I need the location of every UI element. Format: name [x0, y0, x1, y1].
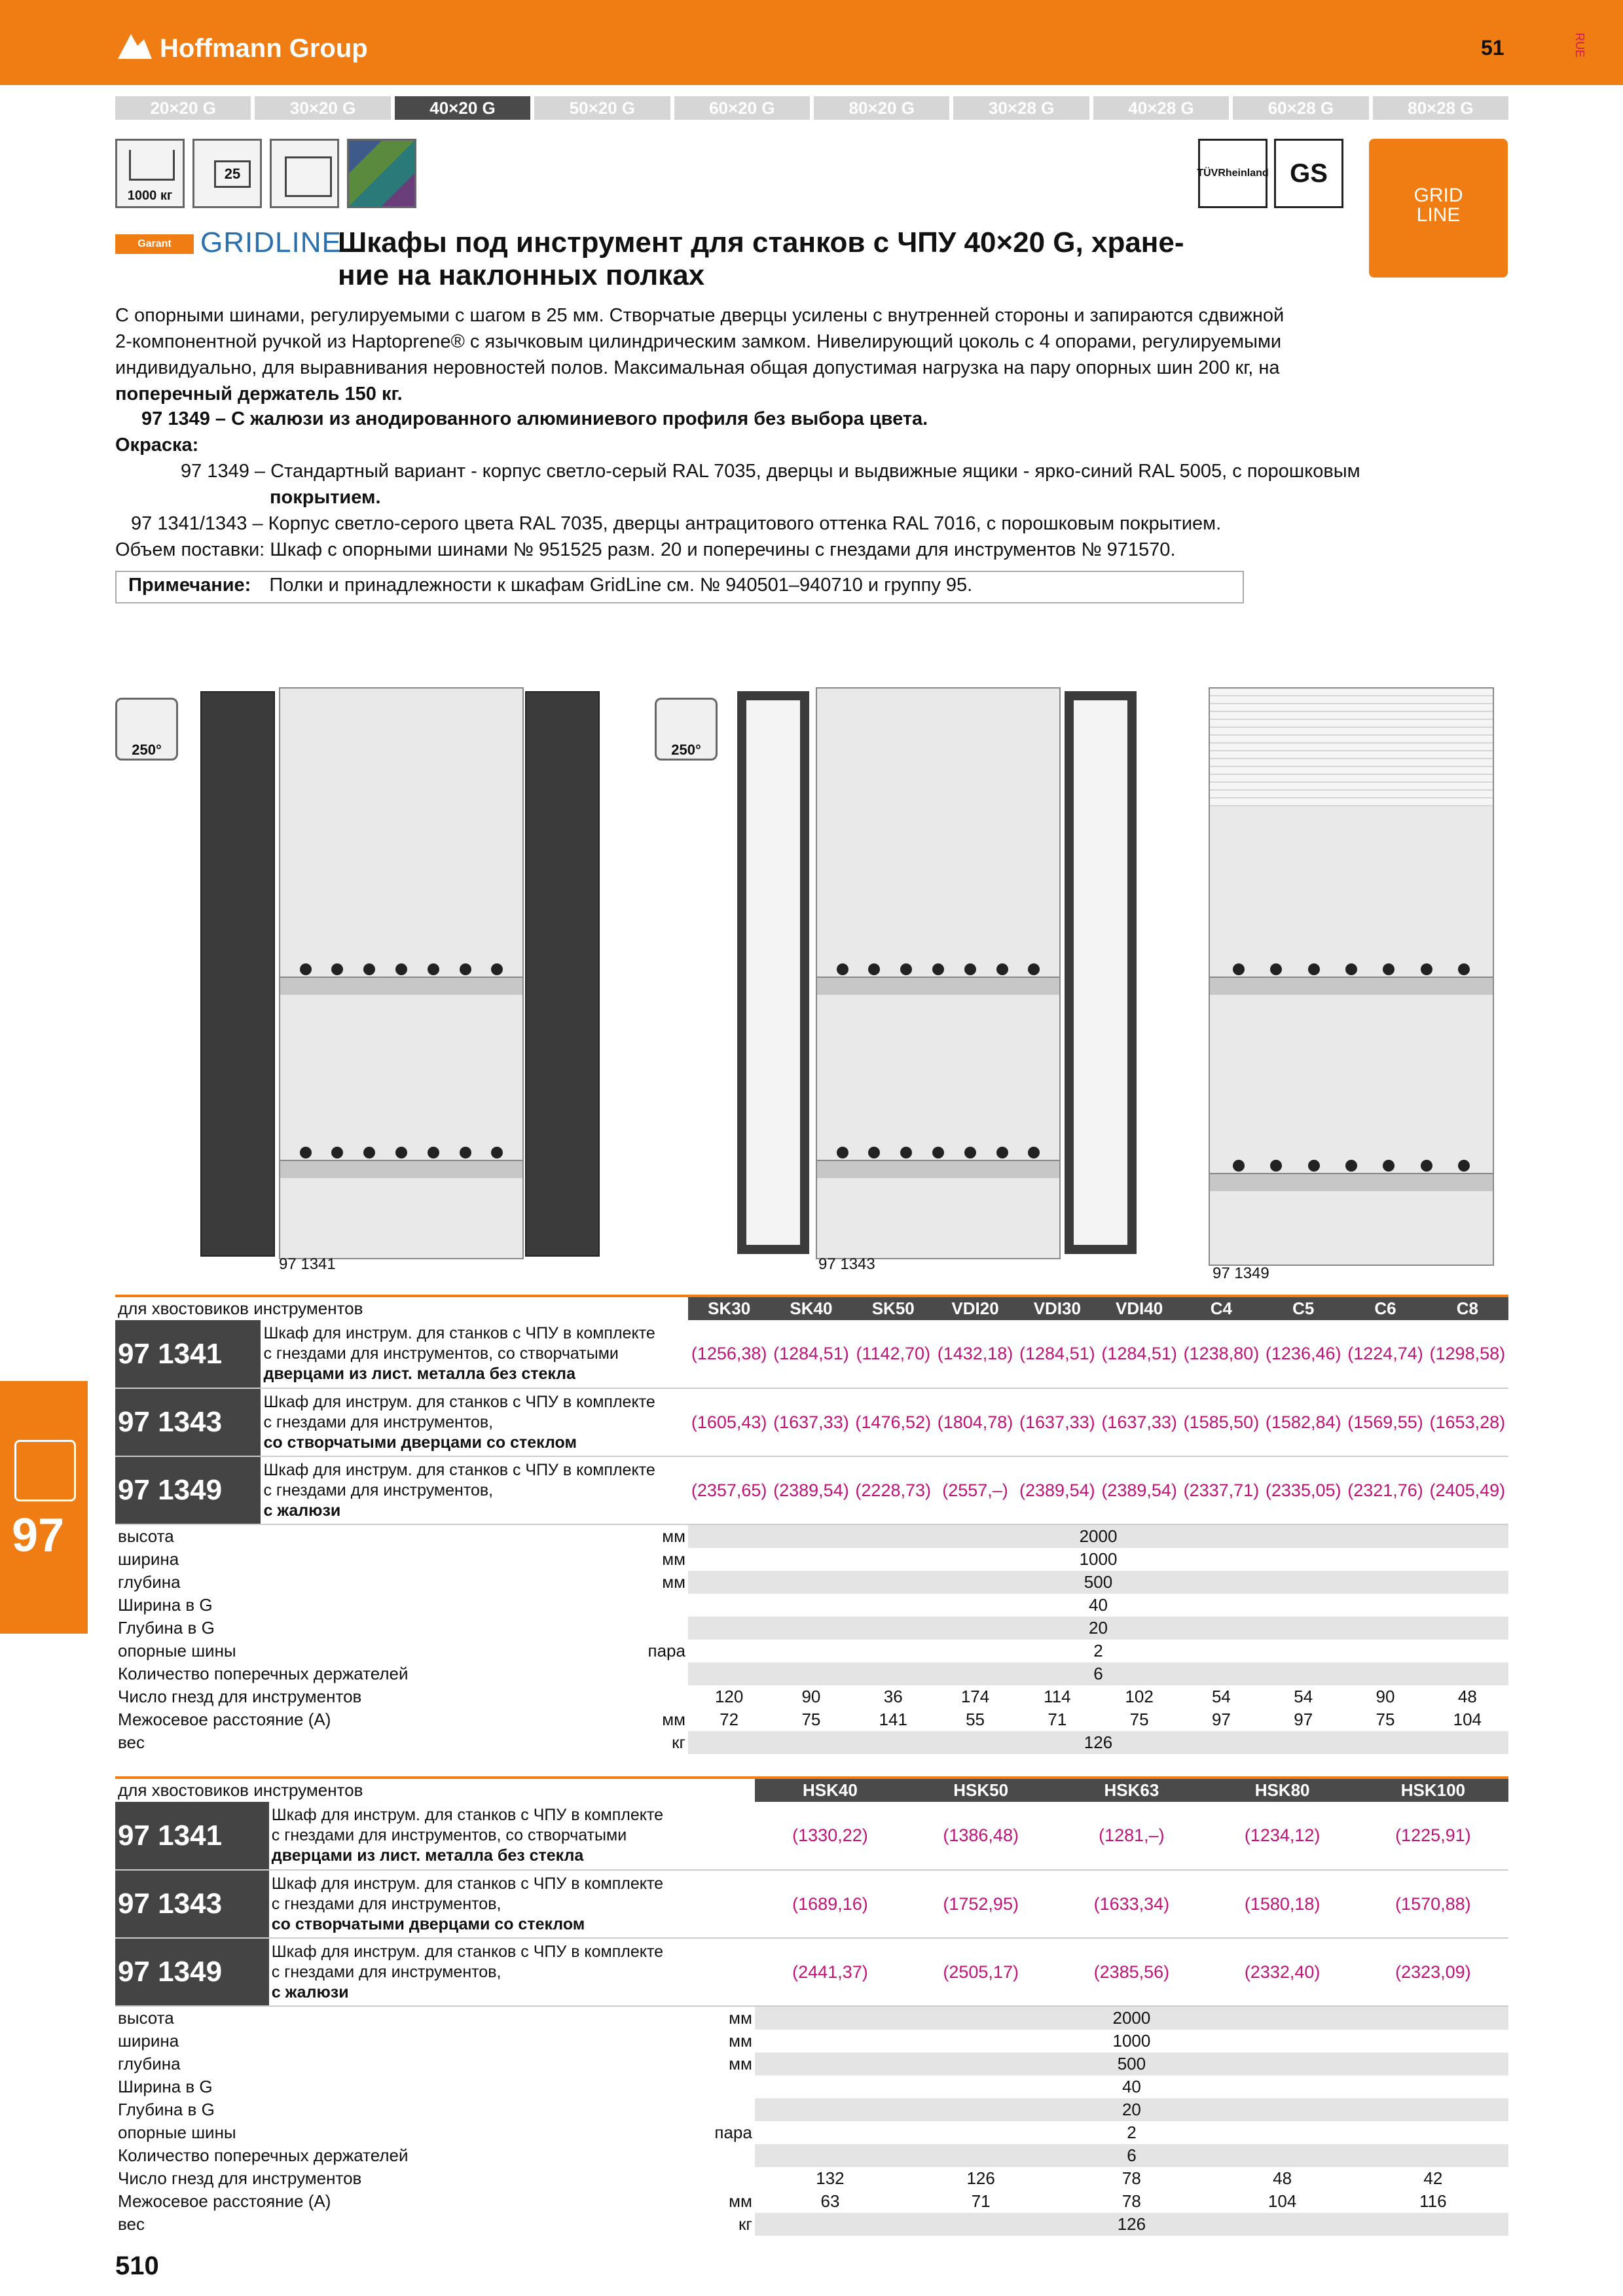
price-cell: (2389,54) [770, 1456, 852, 1524]
price-cell: (1284,51) [1016, 1320, 1098, 1388]
col-header: HSK80 [1207, 1778, 1358, 1802]
size-tab[interactable]: 50×20 G [534, 96, 670, 120]
spec-unit: мм [729, 2008, 752, 2028]
price-cell: (1569,55) [1344, 1388, 1426, 1456]
spec-unit: мм [729, 2191, 752, 2211]
article-number[interactable]: 97 1349 [115, 1938, 269, 2006]
page-title: Шкафы под инструмент для станков с ЧПУ 40×20 G, хране-ние на наклонных полках [338, 226, 1184, 291]
section-number: 97 [12, 1509, 65, 1562]
spec-value: 78 [1122, 2168, 1141, 2188]
spec-value: 120 [714, 1687, 744, 1706]
price-cell: (2335,05) [1262, 1456, 1344, 1524]
delivery-line: Объем поставки: Шкаф с опорными шинами № 951525 разм. 20 и поперечины с гнездами для инструментов № 971570. [115, 539, 1176, 560]
price-cell: (2332,40) [1207, 1938, 1358, 2006]
size-tab[interactable]: 80×20 G [814, 96, 949, 120]
spec-value: 78 [1122, 2191, 1141, 2211]
spec-value: 132 [816, 2168, 845, 2188]
price-cell: (2385,56) [1056, 1938, 1207, 2006]
spec-value: 2000 [755, 2006, 1508, 2030]
article-number[interactable]: 97 1341 [115, 1320, 261, 1388]
spec-label: Межосевое расстояние (A) [118, 2191, 331, 2211]
spec-label: Количество поперечных держателей [118, 1664, 409, 1683]
spec-value: 48 [1273, 2168, 1292, 2188]
article-description [269, 1938, 755, 2006]
spec-unit [492, 2098, 755, 2121]
spec-unit [492, 2075, 755, 2098]
spec-value: 1000 [1112, 2031, 1151, 2051]
tool-group-icon [14, 1440, 76, 1501]
desc-line: Шкаф для инструм. для станков с ЧПУ в комплекте [263, 1324, 655, 1342]
price-cell: (1637,33) [770, 1388, 852, 1456]
desc-line: со створчатыми дверцами со стеклом [271, 1914, 585, 1933]
spec-value: 97 [1294, 1710, 1313, 1729]
paint-line-2: 97 1341/1343 – Корпус светло-серого цвета RAL 7035, дверцы антрацитового оттенка RAL 7016, с порошковым покрытием. [131, 513, 1222, 534]
desc-line: дверцами из лист. металла без стекла [271, 1846, 584, 1865]
cabinet-image-971341 [200, 687, 600, 1260]
spec-value: 42 [1423, 2168, 1443, 2188]
intro-line: поперечный держатель 150 кг. [115, 384, 403, 404]
spec-unit: мм [662, 1710, 685, 1729]
spec-label: высота [118, 1526, 174, 1546]
price-cell: (1234,12) [1207, 1802, 1358, 1870]
spec-value: 500 [755, 2053, 1508, 2075]
table-label: для хвостовиков инструментов [115, 1778, 755, 1802]
tuv-cert-icon: TÜVRheinland [1198, 139, 1267, 208]
desc-line: Шкаф для инструм. для станков с ЧПУ в комплекте [263, 1460, 655, 1479]
col-header: HSK50 [905, 1778, 1056, 1802]
size-tab[interactable]: 20×20 G [115, 96, 251, 120]
note-text: Полки и принадлежности к шкафам GridLine см. № 940501–940710 и группу 95. [269, 575, 973, 596]
price-cell: (1689,16) [755, 1870, 905, 1938]
spec-label: Число гнезд для инструментов [118, 2168, 362, 2188]
spec-unit: мм [662, 1549, 685, 1569]
gs-cert-icon: GS [1274, 139, 1343, 208]
spec-value: 54 [1211, 1687, 1231, 1706]
spec-value: 6 [688, 1662, 1508, 1685]
spec-value: 126 [688, 1731, 1508, 1754]
spec-unit [470, 1662, 688, 1685]
price-cell: (2389,54) [1016, 1456, 1098, 1524]
desc-line: с жалюзи [271, 1982, 349, 2001]
article-number[interactable]: 97 1349 [115, 1456, 261, 1524]
spec-value: 20 [688, 1617, 1508, 1640]
spec-value: 126 [755, 2213, 1508, 2236]
spec-value: 75 [1129, 1710, 1149, 1729]
article-number[interactable]: 97 1343 [115, 1870, 269, 1938]
spec-value: 104 [1267, 2191, 1297, 2211]
spec-label: опорные шины [118, 1641, 236, 1660]
size-tab[interactable]: 30×20 G [255, 96, 390, 120]
spec-value: 63 [820, 2191, 840, 2211]
spec-value: 40 [1089, 1595, 1108, 1615]
price-cell: (1142,70) [852, 1320, 934, 1388]
spec-value: 72 [720, 1710, 739, 1729]
price-cell: (2228,73) [852, 1456, 934, 1524]
col-header: VDI20 [934, 1296, 1016, 1320]
desc-line: с гнездами для инструментов, со створчатыми [271, 1826, 627, 1844]
brand-logo-text: Hoffmann Group [160, 34, 368, 63]
desc-line: с гнездами для инструментов, [271, 1962, 501, 1981]
spec-value: 75 [1376, 1710, 1395, 1729]
col-header: C8 [1427, 1296, 1508, 1320]
size-tab-active[interactable]: 40×20 G [395, 96, 530, 120]
price-cell: (1605,43) [688, 1388, 770, 1456]
price-table-1 [115, 1295, 1508, 1754]
col-header: SK40 [770, 1296, 852, 1320]
size-tab[interactable]: 40×28 G [1093, 96, 1229, 120]
size-tab[interactable]: 60×20 G [674, 96, 810, 120]
spec-value: 97 [1211, 1710, 1231, 1729]
desc-line: с гнездами для инструментов, [263, 1480, 494, 1499]
col-header: C6 [1344, 1296, 1426, 1320]
price-cell: (1476,52) [852, 1388, 934, 1456]
language-code: RUE [1573, 33, 1586, 58]
article-description [261, 1388, 688, 1456]
image-caption: 97 1343 [818, 1255, 875, 1273]
spec-label: ширина [118, 1549, 179, 1569]
gridline-badge [1369, 139, 1508, 278]
col-header: C5 [1262, 1296, 1344, 1320]
price-cell: (1386,48) [905, 1802, 1056, 1870]
section-tab[interactable] [0, 1381, 88, 1634]
load-capacity-icon [115, 139, 185, 208]
paint-heading: Окраска: [115, 435, 199, 456]
spec-label: высота [118, 2008, 174, 2028]
spec-label: Ширина в G [118, 2077, 213, 2096]
image-caption: 97 1341 [279, 1255, 336, 1273]
price-cell: (2441,37) [755, 1938, 905, 2006]
spec-label: Глубина в G [118, 1618, 215, 1638]
spec-value: 90 [801, 1687, 821, 1706]
spec-label: глубина [118, 2054, 181, 2073]
size-tab[interactable]: 30×28 G [953, 96, 1089, 120]
price-cell: (2321,76) [1344, 1456, 1426, 1524]
spec-label: вес [118, 1732, 145, 1752]
price-cell: (1330,22) [755, 1802, 905, 1870]
price-cell: (1752,95) [905, 1870, 1056, 1938]
price-cell: (1284,51) [1098, 1320, 1180, 1388]
spec-value: 40 [1122, 2077, 1141, 2096]
spec-label: опорные шины [118, 2123, 236, 2142]
price-cell: (1582,84) [1262, 1388, 1344, 1456]
image-caption: 97 1349 [1213, 1265, 1269, 1282]
paint-line-1: 97 1349 – Стандартный вариант - корпус светло-серый RAL 7035, дверцы и выдвижные ящики - ярко-синий RAL 5005, с порошковым [181, 461, 1360, 482]
desc-line: со створчатыми дверцами со стеклом [263, 1433, 577, 1452]
spec-unit [492, 2144, 755, 2167]
price-cell: (2357,65) [688, 1456, 770, 1524]
page-number-top: 51 [1481, 36, 1504, 60]
tool-holder-icon [270, 139, 339, 208]
price-cell: (2323,09) [1358, 1938, 1508, 2006]
price-cell: (1284,51) [770, 1320, 852, 1388]
col-header: VDI40 [1098, 1296, 1180, 1320]
col-header: C4 [1180, 1296, 1262, 1320]
badge-line1: GRID [1413, 185, 1463, 206]
col-header: SK50 [852, 1296, 934, 1320]
spec-value: 6 [755, 2144, 1508, 2167]
desc-line: Шкаф для инструм. для станков с ЧПУ в комплекте [263, 1392, 655, 1411]
spec-value: 1000 [1079, 1549, 1118, 1569]
price-cell: (1236,46) [1262, 1320, 1344, 1388]
spec-unit: кг [738, 2214, 752, 2234]
price-cell: (1238,80) [1180, 1320, 1262, 1388]
spec-lines [115, 406, 1398, 563]
col-header: HSK100 [1358, 1778, 1508, 1802]
price-cell: (2405,49) [1427, 1456, 1508, 1524]
note-label: Примечание: [128, 575, 251, 596]
step-adjust-icon [192, 139, 262, 208]
article-number[interactable]: 97 1341 [115, 1802, 269, 1870]
price-cell: (1224,74) [1344, 1320, 1426, 1388]
desc-line: с гнездами для инструментов, [271, 1894, 501, 1913]
article-description [269, 1870, 755, 1938]
color-options-icon [347, 139, 416, 208]
spec-label: вес [118, 2214, 145, 2234]
note [128, 575, 972, 596]
article-description [261, 1456, 688, 1524]
spec-unit [470, 1617, 688, 1640]
desc-line: дверцами из лист. металла без стекла [263, 1365, 575, 1383]
spec-label: Число гнезд для инструментов [118, 1687, 362, 1706]
spec-value: 141 [879, 1710, 907, 1729]
spec-value: 2000 [688, 1524, 1508, 1548]
spec-value: 126 [966, 2168, 995, 2188]
gridline-brand: GRIDLINE [200, 226, 342, 259]
spec-unit: мм [662, 1572, 685, 1592]
spec-unit: мм [729, 2054, 752, 2073]
col-header: HSK63 [1056, 1778, 1207, 1802]
price-cell: (1637,33) [1016, 1388, 1098, 1456]
price-cell: (1225,91) [1358, 1802, 1508, 1870]
spec-label: Количество поперечных держателей [118, 2145, 409, 2165]
price-cell: (2505,17) [905, 1938, 1056, 2006]
article-number[interactable]: 97 1343 [115, 1388, 261, 1456]
spec-value: 102 [1125, 1687, 1154, 1706]
col-header: HSK40 [755, 1778, 905, 1802]
spec-unit: мм [729, 2031, 752, 2051]
spec-label: глубина [118, 1572, 181, 1592]
spec-label: Ширина в G [118, 1595, 213, 1615]
step-label: 25 [214, 160, 251, 188]
spec-value: 54 [1294, 1687, 1313, 1706]
col-header: VDI30 [1016, 1296, 1098, 1320]
spec-unit: кг [672, 1732, 685, 1752]
desc-line: Шкаф для инструм. для станков с ЧПУ в комплекте [271, 1806, 664, 1824]
price-cell: (1580,18) [1207, 1870, 1358, 1938]
spec-value: 55 [966, 1710, 985, 1729]
cabinet-image-971349 [1209, 687, 1491, 1263]
intro-line: индивидуально, для выравнивания неровностей полов. Максимальная общая допустимая нагрузка на пару опорных шин 200 кг, на [115, 357, 1280, 378]
price-cell: (2389,54) [1098, 1456, 1180, 1524]
spec-label: ширина [118, 2031, 179, 2051]
price-cell: (1637,33) [1098, 1388, 1180, 1456]
spec-label: Глубина в G [118, 2100, 215, 2119]
desc-line: с гнездами для инструментов, со створчатыми [263, 1344, 619, 1363]
price-cell: (1281,–) [1056, 1802, 1207, 1870]
spec-value: 20 [755, 2098, 1508, 2121]
spec-value: 75 [801, 1710, 821, 1729]
spec-value: 114 [1044, 1687, 1071, 1706]
size-tab[interactable]: 60×28 G [1233, 96, 1368, 120]
price-cell: (1298,58) [1427, 1320, 1508, 1388]
spec-value: 104 [1453, 1710, 1482, 1729]
spec-value: 174 [960, 1687, 990, 1706]
spec-unit: пара [714, 2123, 752, 2142]
spec-value: 48 [1457, 1687, 1477, 1706]
spec-value: 90 [1376, 1687, 1395, 1706]
price-cell: (2337,71) [1180, 1456, 1262, 1524]
article-description [269, 1802, 755, 1870]
price-cell: (1432,18) [934, 1320, 1016, 1388]
size-selector [115, 96, 1508, 120]
intro-text [115, 302, 1359, 407]
spec-value: 2 [1127, 2123, 1137, 2142]
spec-value: 500 [688, 1571, 1508, 1594]
price-cell: (2557,–) [934, 1456, 1016, 1524]
price-cell: (1633,34) [1056, 1870, 1207, 1938]
price-cell: (1585,50) [1180, 1388, 1262, 1456]
page-number-bottom: 510 [115, 2251, 159, 2280]
badge-line2: LINE [1416, 204, 1461, 226]
shutter-line: 97 1349 – С жалюзи из анодированного алюминиевого профиля без выбора цвета. [141, 408, 928, 429]
col-header: SK30 [688, 1296, 770, 1320]
spec-label: Межосевое расстояние (A) [118, 1710, 331, 1729]
table-label: для хвостовиков инструментов [115, 1296, 688, 1320]
door-angle-icon: 250° [655, 698, 718, 761]
spec-value: 2 [1093, 1641, 1103, 1660]
paint-line-1-cont: покрытием. [270, 487, 381, 508]
spec-value: 71 [1048, 1710, 1067, 1729]
spec-unit: пара [647, 1641, 685, 1660]
desc-line: Шкаф для инструм. для станков с ЧПУ в комплекте [271, 1942, 664, 1961]
hoffmann-logo-icon [115, 30, 155, 62]
price-cell: (1570,88) [1358, 1870, 1508, 1938]
intro-line: 2-компонентной ручкой из Haptoprene® с язычковым цилиндрическим замком. Нивелирующий цоколь с 4 опорами, регулируемыми [115, 331, 1282, 352]
intro-line: С опорными шинами, регулируемыми с шагом в 25 мм. Створчатые дверцы усилены с внутренней стороны и запираются сдвижной [115, 305, 1285, 326]
price-cell: (1804,78) [934, 1388, 1016, 1456]
garant-logo: Garant [115, 234, 194, 254]
spec-unit [470, 1594, 688, 1617]
price-table-2 [115, 1776, 1508, 2236]
spec-value: 116 [1419, 2191, 1447, 2211]
desc-line: с жалюзи [263, 1501, 341, 1520]
article-description [261, 1320, 688, 1388]
desc-line: Шкаф для инструм. для станков с ЧПУ в комплекте [271, 1874, 664, 1893]
spec-value: 36 [883, 1687, 903, 1706]
cabinet-image-971343 [737, 687, 1137, 1260]
spec-unit: мм [662, 1526, 685, 1546]
price-cell: (1653,28) [1427, 1388, 1508, 1456]
load-label: 1000 кг [127, 188, 173, 203]
desc-line: с гнездами для инструментов, [263, 1412, 494, 1431]
size-tab[interactable]: 80×28 G [1373, 96, 1508, 120]
spec-value: 71 [971, 2191, 991, 2211]
door-angle-icon: 250° [115, 698, 178, 761]
price-cell: (1256,38) [688, 1320, 770, 1388]
